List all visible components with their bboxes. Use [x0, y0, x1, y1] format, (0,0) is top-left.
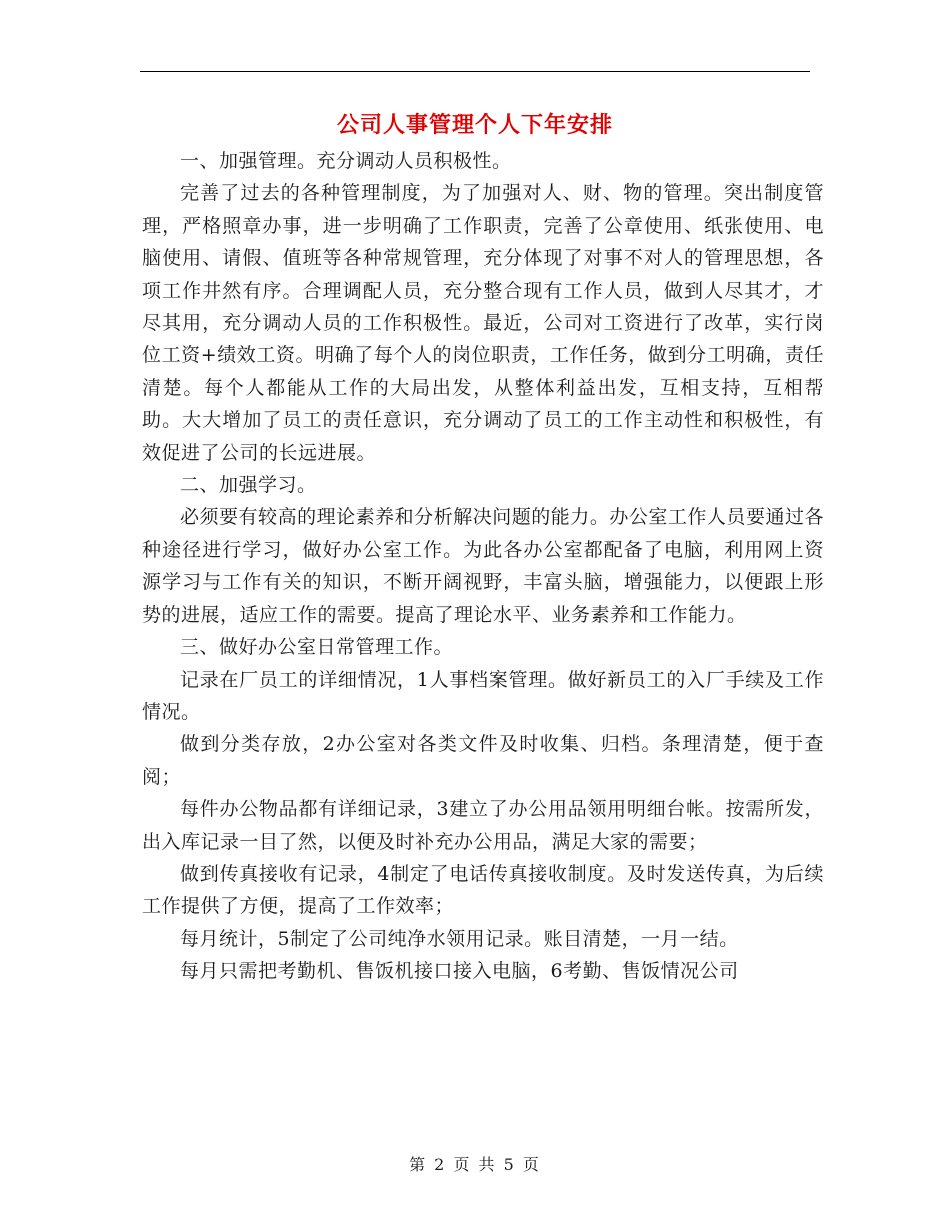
paragraph-10: 每月统计，5制定了公司纯净水领用记录。账目清楚，一月一结。: [180, 927, 739, 950]
paragraph-9: 做到传真接收有记录，4制定了电话传真接收制度。及时发送传真，为后续工作提供了方便，提高了工作效率；: [142, 862, 824, 918]
paragraph-3: 二、加强学习。: [180, 474, 317, 497]
paragraph-5: 三、做好办公室日常管理工作。: [180, 636, 454, 659]
paragraph-7: 做到分类存放，2办公室对各类文件及时收集、归档。条理清楚，便于查阅；: [142, 733, 824, 788]
paragraph-8: 每件办公物品都有详细记录，3建立了办公用品领用明细台帐。按需所发，出入库记录一目了然，以便及时补充办公用品，满足大家的需要；: [142, 798, 824, 853]
paragraph-11: 每月只需把考勤机、售饭机接口接入电脑，6考勤、售饭情况公司: [180, 960, 739, 983]
paragraph-6: 记录在厂员工的详细情况，1人事档案管理。做好新员工的入厂手续及工作情况。: [142, 668, 824, 723]
page-number: 第 2 页 共 5 页: [409, 1155, 541, 1174]
paragraph-1: 一、加强管理。充分调动人员积极性。: [180, 150, 512, 172]
paragraph-4: 必须要有较高的理论素养和分析解决问题的能力。办公室工作人员要通过各种途径进行学习，做好办公室工作。为此各办公室都配备了电脑，利用网上资源学习与工作有关的知识，不断开阔视野，丰富头脑，增强能力，以便跟上形势的进展，适应工作的需要。提高了理论水平、业务素养和工作能力。: [142, 506, 824, 626]
paragraph-2: 完善了过去的各种管理制度，为了加强对人、财、物的管理。突出制度管理，严格照章办事，进一步明确了工作职责，完善了公章使用、纸张使用、电脑使用、请假、值班等各种常规管理，充分体现了对事不对人的管理思想，各项工作井然有序。合理调配人员，充分整合现有工作人员，做到人尽其才，才尽其用，充分调动人员的工作积极性。最近，公司对工资进行了改革，实行岗位工资+绩效工资。明确了每个人的岗位职责，工作任务，做到分工明确，责任清楚。每个人都能从工作的大局出发，从整体利益出发，互相支持，互相帮助。大大增加了员工的责任意识，充分调动了员工的工作主动性和积极性，有效促进了公司的长远进展。: [142, 182, 824, 464]
document-body: [142, 145, 824, 988]
header-rule: [140, 71, 810, 72]
document-title: 公司人事管理个人下年安排: [336, 113, 613, 138]
